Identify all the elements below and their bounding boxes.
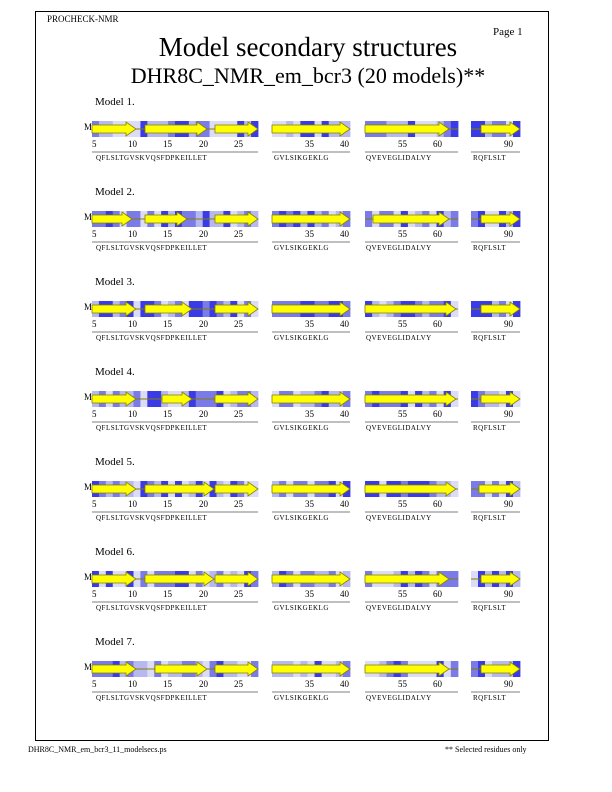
sequence-rule: [272, 241, 350, 243]
residue-number-tick: 40: [340, 589, 349, 599]
sequence-rule: [365, 241, 458, 243]
sequence-rule: [471, 691, 520, 693]
secondary-structure-strip: [272, 121, 350, 137]
residue-number-tick: 5: [92, 679, 97, 689]
residue-sequence: GVLSIKGEKLG: [274, 514, 329, 522]
residue-number-tick: 10: [128, 409, 137, 419]
residue-number-tick: 55: [398, 499, 407, 509]
secondary-structure-strip: [471, 391, 520, 407]
residue-sequence: QVEVEGLIDALVY: [366, 514, 432, 522]
residue-number-tick: 55: [398, 319, 407, 329]
residue-number-tick: 60: [433, 409, 442, 419]
residue-number-tick: 35: [305, 589, 314, 599]
residue-number-tick: 60: [433, 319, 442, 329]
residue-sequence: QFLSLTGVSKVQSFDPKEILLET: [96, 604, 208, 612]
residue-number-tick: 20: [199, 679, 208, 689]
residue-sequence: GVLSIKGEKLG: [274, 604, 329, 612]
residue-number-tick: 90: [504, 679, 513, 689]
sequence-rule: [92, 511, 258, 513]
secondary-structure-strip: [92, 121, 258, 137]
page-subtitle: DHR8C_NMR_em_bcr3 (20 models)**: [130, 63, 486, 88]
row-marker: M: [84, 212, 93, 222]
residue-number-tick: 40: [340, 409, 349, 419]
row-marker: M: [84, 572, 93, 582]
residue-sequence: RQFLSLT: [473, 244, 507, 252]
residue-number-tick: 20: [199, 139, 208, 149]
sequence-rule: [272, 511, 350, 513]
secondary-structure-strip: [92, 211, 258, 227]
sequence-rule: [92, 421, 258, 423]
residue-number-tick: 15: [163, 319, 172, 329]
residue-number-tick: 5: [92, 139, 97, 149]
residue-sequence: GVLSIKGEKLG: [274, 244, 329, 252]
row-marker: M: [84, 302, 93, 312]
residue-number-tick: 15: [163, 139, 172, 149]
secondary-structure-strip: [471, 481, 520, 497]
secondary-structure-strip: [92, 301, 258, 317]
residue-sequence: RQFLSLT: [473, 604, 507, 612]
sequence-rule: [365, 601, 458, 603]
page-title: Model secondary structures: [158, 32, 458, 62]
residue-number-tick: 20: [199, 409, 208, 419]
residue-number-tick: 40: [340, 499, 349, 509]
residue-number-tick: 25: [234, 679, 243, 689]
model-label: Model 5.: [95, 456, 135, 468]
model-label: Model 6.: [95, 546, 135, 558]
residue-number-tick: 90: [504, 139, 513, 149]
residue-number-tick: 90: [504, 589, 513, 599]
residue-number-tick: 25: [234, 499, 243, 509]
sequence-rule: [92, 601, 258, 603]
residue-number-tick: 15: [163, 409, 172, 419]
row-marker: M: [84, 662, 93, 672]
sequence-rule: [272, 691, 350, 693]
secondary-structure-strip: [272, 391, 350, 407]
sequence-rule: [471, 331, 520, 333]
secondary-structure-strip: [272, 211, 350, 227]
sequence-rule: [92, 241, 258, 243]
residue-number-tick: 5: [92, 229, 97, 239]
residue-number-tick: 40: [340, 139, 349, 149]
residue-sequence: QVEVEGLIDALVY: [366, 154, 432, 162]
residue-sequence: QFLSLTGVSKVQSFDPKEILLET: [96, 244, 208, 252]
secondary-structure-strip: [92, 571, 258, 587]
residue-number-tick: 10: [128, 139, 137, 149]
residue-sequence: GVLSIKGEKLG: [274, 334, 329, 342]
model-label: Model 3.: [95, 276, 135, 288]
residue-number-tick: 35: [305, 139, 314, 149]
residue-sequence: RQFLSLT: [473, 334, 507, 342]
program-name: PROCHECK-NMR: [47, 14, 119, 24]
residue-number-tick: 15: [163, 679, 172, 689]
sequence-rule: [471, 421, 520, 423]
residue-number-tick: 20: [199, 499, 208, 509]
row-marker: M: [84, 122, 93, 132]
sequence-rule: [92, 331, 258, 333]
residue-number-tick: 60: [433, 139, 442, 149]
secondary-structure-strip: [272, 301, 350, 317]
residue-sequence: QVEVEGLIDALVY: [366, 694, 432, 702]
secondary-structure-strip: [471, 211, 520, 227]
residue-number-tick: 55: [398, 589, 407, 599]
residue-number-tick: 35: [305, 499, 314, 509]
model-label: Model 1.: [95, 96, 135, 108]
sequence-rule: [471, 511, 520, 513]
secondary-structure-strip: [92, 661, 258, 677]
residue-sequence: RQFLSLT: [473, 694, 507, 702]
residue-number-tick: 25: [234, 319, 243, 329]
secondary-structure-strip: [471, 301, 520, 317]
sequence-rule: [272, 421, 350, 423]
residue-sequence: GVLSIKGEKLG: [274, 694, 329, 702]
residue-number-tick: 90: [504, 319, 513, 329]
secondary-structure-strip: [365, 481, 458, 497]
sequence-rule: [471, 601, 520, 603]
residue-number-tick: 25: [234, 139, 243, 149]
residue-number-tick: 5: [92, 409, 97, 419]
model-label: Model 7.: [95, 636, 135, 648]
residue-number-tick: 35: [305, 679, 314, 689]
residue-number-tick: 60: [433, 679, 442, 689]
row-marker: M: [84, 392, 93, 402]
residue-number-tick: 20: [199, 589, 208, 599]
page-number: Page 1: [493, 26, 523, 38]
residue-sequence: QVEVEGLIDALVY: [366, 244, 432, 252]
residue-number-tick: 60: [433, 499, 442, 509]
model-label: Model 4.: [95, 366, 135, 378]
residue-number-tick: 10: [128, 589, 137, 599]
residue-number-tick: 5: [92, 499, 97, 509]
sequence-rule: [471, 241, 520, 243]
secondary-structure-strip: [365, 211, 458, 227]
residue-number-tick: 15: [163, 499, 172, 509]
residue-sequence: GVLSIKGEKLG: [274, 424, 329, 432]
residue-number-tick: 60: [433, 229, 442, 239]
residue-number-tick: 20: [199, 319, 208, 329]
residue-number-tick: 35: [305, 319, 314, 329]
residue-sequence: QVEVEGLIDALVY: [366, 334, 432, 342]
residue-number-tick: 10: [128, 319, 137, 329]
sequence-rule: [365, 691, 458, 693]
secondary-structure-strip: [92, 481, 258, 497]
residue-number-tick: 55: [398, 139, 407, 149]
sequence-rule: [272, 331, 350, 333]
residue-sequence: GVLSIKGEKLG: [274, 154, 329, 162]
sequence-rule: [92, 691, 258, 693]
secondary-structure-strip: [365, 391, 458, 407]
residue-sequence: RQFLSLT: [473, 424, 507, 432]
sequence-rule: [365, 151, 458, 153]
secondary-structure-strip: [365, 661, 458, 677]
residue-number-tick: 25: [234, 589, 243, 599]
residue-sequence: QFLSLTGVSKVQSFDPKEILLET: [96, 694, 208, 702]
secondary-structure-strip: [471, 121, 520, 137]
footer-note: ** Selected residues only: [445, 745, 527, 754]
residue-number-tick: 5: [92, 589, 97, 599]
secondary-structure-strip: [471, 571, 520, 587]
residue-number-tick: 25: [234, 409, 243, 419]
residue-number-tick: 55: [398, 679, 407, 689]
residue-number-tick: 90: [504, 409, 513, 419]
residue-number-tick: 60: [433, 589, 442, 599]
sequence-rule: [365, 331, 458, 333]
model-label: Model 2.: [95, 186, 135, 198]
residue-number-tick: 35: [305, 229, 314, 239]
sequence-rule: [365, 511, 458, 513]
residue-sequence: QVEVEGLIDALVY: [366, 604, 432, 612]
residue-number-tick: 40: [340, 319, 349, 329]
residue-number-tick: 35: [305, 409, 314, 419]
secondary-structure-strip: [272, 661, 350, 677]
residue-number-tick: 5: [92, 319, 97, 329]
residue-sequence: RQFLSLT: [473, 154, 507, 162]
residue-number-tick: 40: [340, 679, 349, 689]
residue-number-tick: 15: [163, 589, 172, 599]
secondary-structure-strip: [471, 661, 520, 677]
residue-number-tick: 10: [128, 229, 137, 239]
secondary-structure-strip: [365, 121, 458, 137]
sequence-rule: [365, 421, 458, 423]
sequence-rule: [92, 151, 258, 153]
residue-number-tick: 55: [398, 229, 407, 239]
residue-sequence: RQFLSLT: [473, 514, 507, 522]
secondary-structure-strip: [365, 571, 458, 587]
sequence-rule: [471, 151, 520, 153]
secondary-structure-strip: [272, 481, 350, 497]
residue-number-tick: 55: [398, 409, 407, 419]
footer-filename: DHR8C_NMR_em_bcr3_11_modelsecs.ps: [28, 745, 167, 754]
residue-number-tick: 15: [163, 229, 172, 239]
residue-number-tick: 10: [128, 499, 137, 509]
secondary-structure-strip: [92, 391, 258, 407]
sequence-rule: [272, 151, 350, 153]
secondary-structure-strip: [365, 301, 458, 317]
residue-sequence: QFLSLTGVSKVQSFDPKEILLET: [96, 514, 208, 522]
row-marker: M: [84, 482, 93, 492]
residue-sequence: QFLSLTGVSKVQSFDPKEILLET: [96, 154, 208, 162]
residue-sequence: QFLSLTGVSKVQSFDPKEILLET: [96, 334, 208, 342]
residue-sequence: QFLSLTGVSKVQSFDPKEILLET: [96, 424, 208, 432]
residue-number-tick: 90: [504, 229, 513, 239]
sequence-rule: [272, 601, 350, 603]
residue-number-tick: 25: [234, 229, 243, 239]
residue-sequence: QVEVEGLIDALVY: [366, 424, 432, 432]
secondary-structure-strip: [272, 571, 350, 587]
residue-number-tick: 90: [504, 499, 513, 509]
residue-number-tick: 40: [340, 229, 349, 239]
residue-number-tick: 10: [128, 679, 137, 689]
residue-number-tick: 20: [199, 229, 208, 239]
